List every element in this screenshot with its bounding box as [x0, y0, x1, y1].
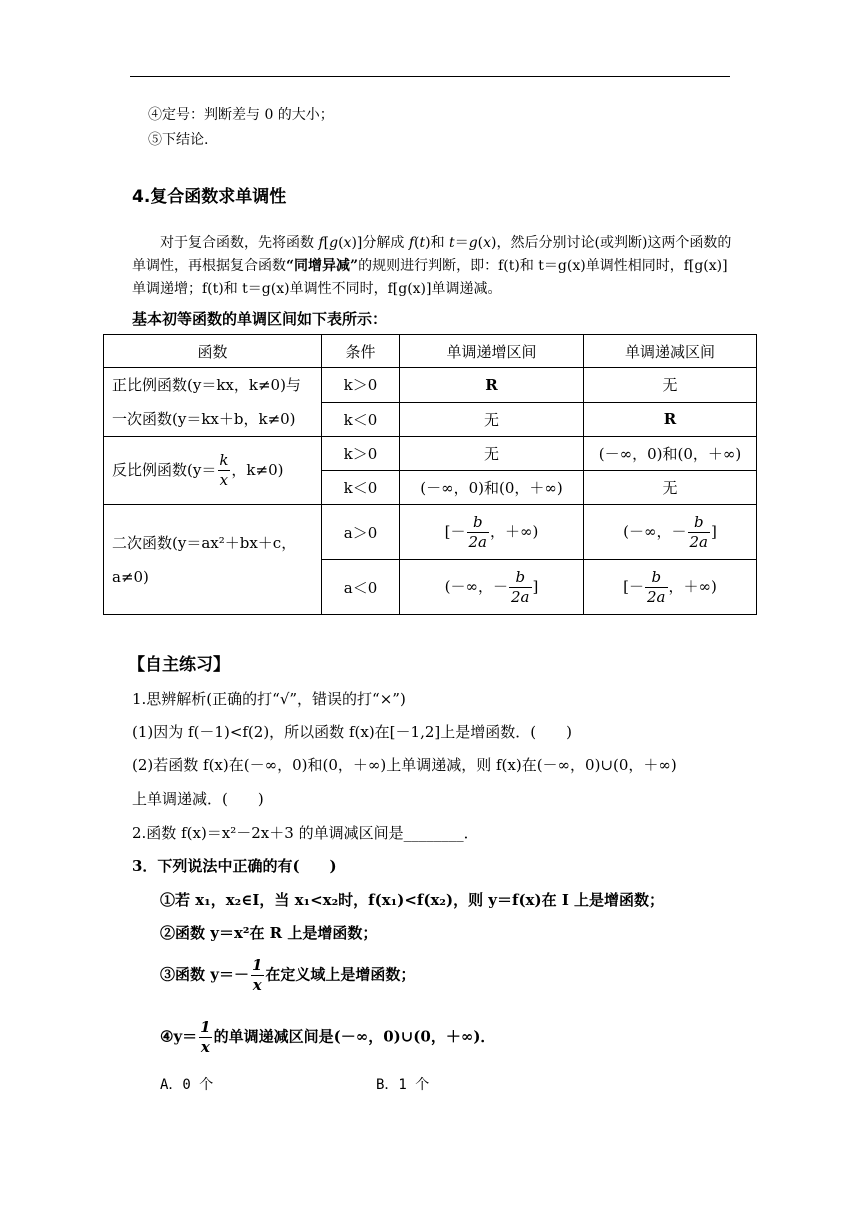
table-intro: 基本初等函数的单调区间如下表所示： — [132, 310, 388, 328]
option-b[interactable]: B．1 个 — [376, 1077, 430, 1093]
condition-cell: a＞0 — [322, 505, 400, 560]
question-3: 3．下列说法中正确的有( ) — [132, 857, 337, 875]
header-increasing: 单调递增区间 — [400, 335, 584, 368]
statement-2: ②函数 y＝x²在 R 上是增函数； — [160, 924, 378, 942]
table-header-row — [104, 335, 757, 368]
composite-paragraph: 对于复合函数，先将函数 f[g(x)]分解成 f(t)和 t＝g(x)，然后分别讨论(或判断)这两个函数的单调性，再根据复合函数“同增异减”的规则进行判断，即：f(t)和 t＝g(x)单调性相同时，f[g(x)]单调递增；f(t)和 t＝g(x)单调性不同时，f[g(x)]单调递减。 — [132, 235, 732, 297]
header-condition: 条件 — [322, 335, 400, 368]
one-over-x-fraction: $\frac{1}{x}$ — [251, 956, 263, 994]
header-function: 函数 — [104, 335, 322, 368]
decreasing-cell: 无 — [584, 368, 757, 403]
increasing-cell: (－∞，0)和(0，＋∞) — [400, 471, 584, 505]
statement-3: ③函数 y＝－ $\frac{1}{x}$ 在定义域上是增函数； — [160, 956, 416, 994]
section-title: 4.复合函数求单调性 — [132, 187, 287, 207]
statement-1: ①若 x₁，x₂∈I，当 x₁<x₂时，f(x₁)<f(x₂)，则 y＝f(x)在 I 上是增函数； — [160, 891, 665, 909]
practice-title: 【自主练习】 — [128, 655, 230, 675]
increasing-cell: 无 — [400, 437, 584, 471]
question-1-2-cont: 上单调递减．( ) — [132, 790, 264, 808]
header-decreasing: 单调递减区间 — [584, 335, 757, 368]
condition-cell: k＜0 — [322, 402, 400, 437]
condition-cell: k＞0 — [322, 368, 400, 403]
condition-cell: k＞0 — [322, 437, 400, 471]
increasing-cell: 无 — [400, 402, 584, 437]
decreasing-cell: 无 — [584, 471, 757, 505]
increasing-cell: (－∞，－ $\frac{b}{2a}$ ] — [400, 560, 584, 615]
quadratic-function-cell: 二次函数(y＝ax²＋bx＋c， a≠0) — [104, 505, 322, 615]
table-row — [104, 437, 757, 471]
statement-4: ④y＝ $\frac{1}{x}$ 的单调递减区间是(－∞，0)∪(0，＋∞)． — [160, 1018, 496, 1056]
table-row — [104, 505, 757, 560]
condition-cell: k＜0 — [322, 471, 400, 505]
option-a[interactable]: A．0 个 — [160, 1077, 214, 1093]
condition-cell: a＜0 — [322, 560, 400, 615]
increasing-cell: [－ $\frac{b}{2a}$ ，＋∞) — [400, 505, 584, 560]
rule-quote: “同增异减” — [286, 258, 359, 274]
inverse-function-cell: 反比例函数(y＝ $\frac{k}{x}$ ，k≠0) — [104, 437, 322, 505]
question-1-1: (1)因为 f(－1)<f(2)，所以函数 f(x)在[－1,2]上是增函数．( ) — [132, 723, 572, 741]
decreasing-cell: R — [584, 402, 757, 437]
decreasing-cell: [－ $\frac{b}{2a}$ ，＋∞) — [584, 560, 757, 615]
monotonic-table — [103, 334, 757, 615]
linear-function-cell: 正比例函数(y＝kx，k≠0)与 一次函数(y＝kx＋b，k≠0) — [104, 368, 322, 437]
k-over-x-fraction: $\frac{k}{x}$ — [219, 451, 229, 490]
increasing-cell: R — [400, 368, 584, 403]
step-4: ④定号：判断差与 0 的大小； — [148, 107, 334, 123]
one-over-x-fraction: $\frac{1}{x}$ — [200, 1018, 211, 1056]
question-1-2: (2)若函数 f(x)在(－∞，0)和(0，＋∞)上单调递减，则 f(x)在(－∞，0)∪(0，＋∞) — [132, 756, 677, 774]
question-2: 2.函数 f(x)＝x²－2x＋3 的单调减区间是________． — [132, 824, 479, 842]
decreasing-cell: (－∞，－ $\frac{b}{2a}$ ] — [584, 505, 757, 560]
step-5: ⑤下结论. — [148, 132, 209, 148]
decreasing-cell: (－∞，0)和(0，＋∞) — [584, 437, 757, 471]
header-rule — [130, 76, 730, 77]
table-row — [104, 368, 757, 403]
question-1: 1.思辨解析(正确的打“√”，错误的打“×”) — [132, 690, 406, 708]
